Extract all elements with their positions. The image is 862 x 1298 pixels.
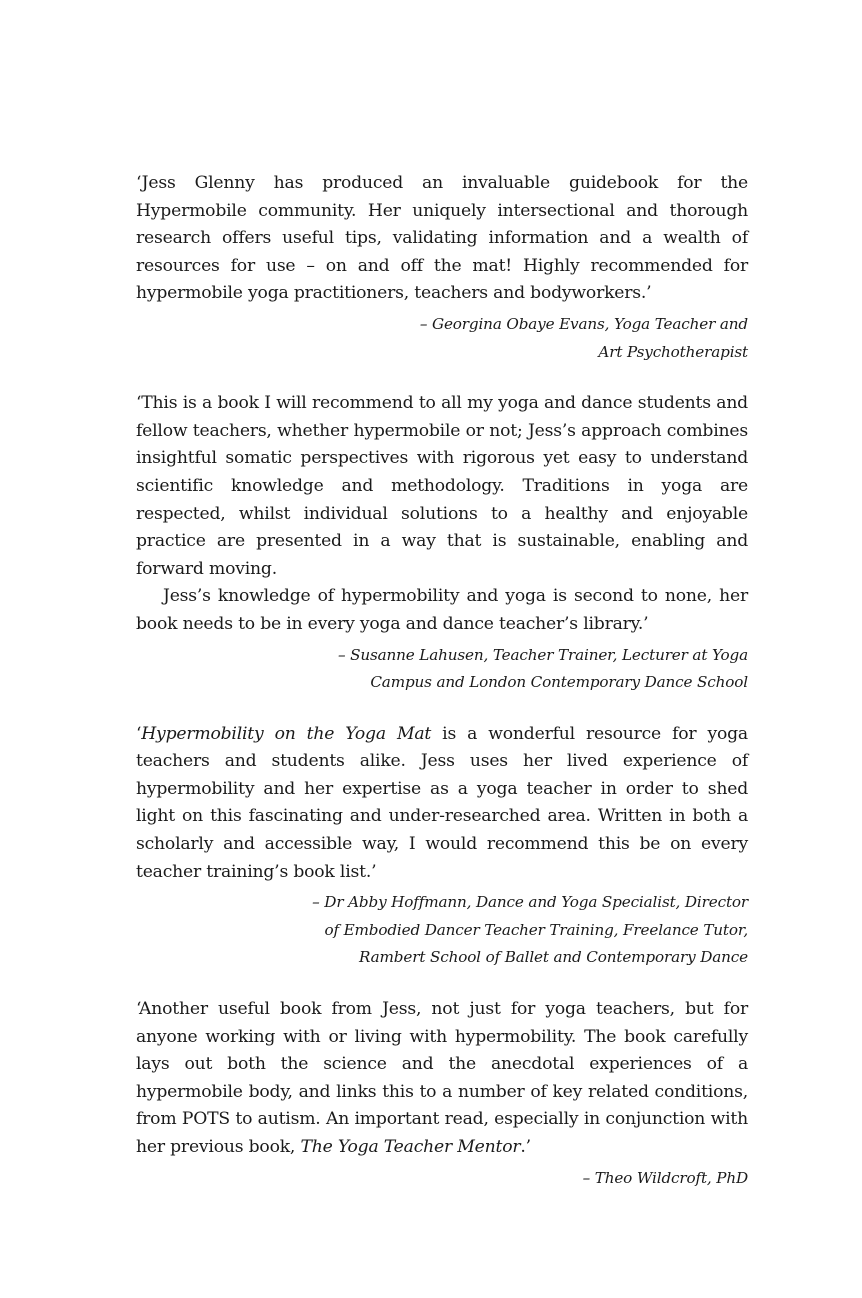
attribution-line: Campus and London Contemporary Dance School — [370, 673, 748, 692]
book-title: The Yoga Teacher Mentor — [300, 1137, 521, 1157]
attribution-line: – Dr Abby Hoffmann, Dance and Yoga Specialist, Director — [312, 893, 748, 912]
testimonial-text: ‘This is a book I will recommend to all my yoga and dance students and fellow teachers, whether hypermobile or not; Jess’s approach combines insightful somatic perspectives with rigorous yet easy to understand scientific knowledge and methodology. Traditions in yoga are respected, whilst individual solutions to a healthy and enjoyable practice are presented in a way that is sustainable, enabling and forward moving. — [136, 393, 748, 579]
testimonial-attribution — [136, 889, 748, 972]
testimonial-1 — [136, 170, 748, 366]
open-quote: ‘ — [136, 723, 142, 744]
attribution-line: Rambert School of Ballet and Contemporary Dance — [359, 948, 748, 967]
testimonial-text-end: .’ — [520, 1137, 531, 1157]
attribution-line: of Embodied Dancer Teacher Training, Freelance Tutor, — [324, 920, 748, 939]
attribution-line: – Theo Wildcroft, PhD — [582, 1168, 748, 1187]
attribution-line: – Susanne Lahusen, Teacher Trainer, Lecturer at Yoga — [337, 645, 748, 664]
book-title: Hypermobility on the Yoga Mat — [141, 723, 432, 744]
testimonial-attribution — [136, 1165, 748, 1193]
testimonial-attribution — [136, 311, 748, 366]
testimonial-attribution — [136, 642, 748, 697]
testimonial-text — [136, 721, 748, 887]
testimonial-text-start: ‘Another useful book from Jess, not just for yoga teachers, but for anyone working with or living with hypermobility. The book carefully lays out both the science and the anecdotal experiences of a hypermobile body, and links this to a number of key related conditions, from POTS to autism. An important read, especially in conjunction with her previous book, — [136, 999, 748, 1157]
attribution-line: – Georgina Obaye Evans, Yoga Teacher and — [419, 314, 748, 333]
testimonial-3 — [136, 721, 748, 972]
testimonial-4 — [136, 996, 748, 1192]
testimonial-text: ‘Jess Glenny has produced an invaluable guidebook for the Hypermobile community. Her uniquely intersectional and thorough research offers useful tips, validating information and a wealth of resources for use – on and off the mat! Highly recommended for hypermobile yoga practitioners, teachers and bodyworkers.’ — [136, 173, 748, 304]
attribution-line: Art Psychotherapist — [598, 342, 748, 361]
testimonials-page — [136, 170, 748, 1216]
testimonial-2 — [136, 390, 748, 697]
testimonial-text: Jess’s knowledge of hypermobility and yoga is second to none, her book needs to be in every yoga and dance teacher’s library.’ — [136, 586, 748, 634]
testimonial-text — [136, 996, 748, 1162]
testimonial-text-rest: is a wonderful resource for yoga teachers and students alike. Jess uses her lived experience of hypermobility and her expertise as a yoga teacher in order to shed light on this fascinating and under-researched area. Written in both a scholarly and accessible way, I would recommend this be on every teacher training’s book list.’ — [136, 723, 748, 882]
